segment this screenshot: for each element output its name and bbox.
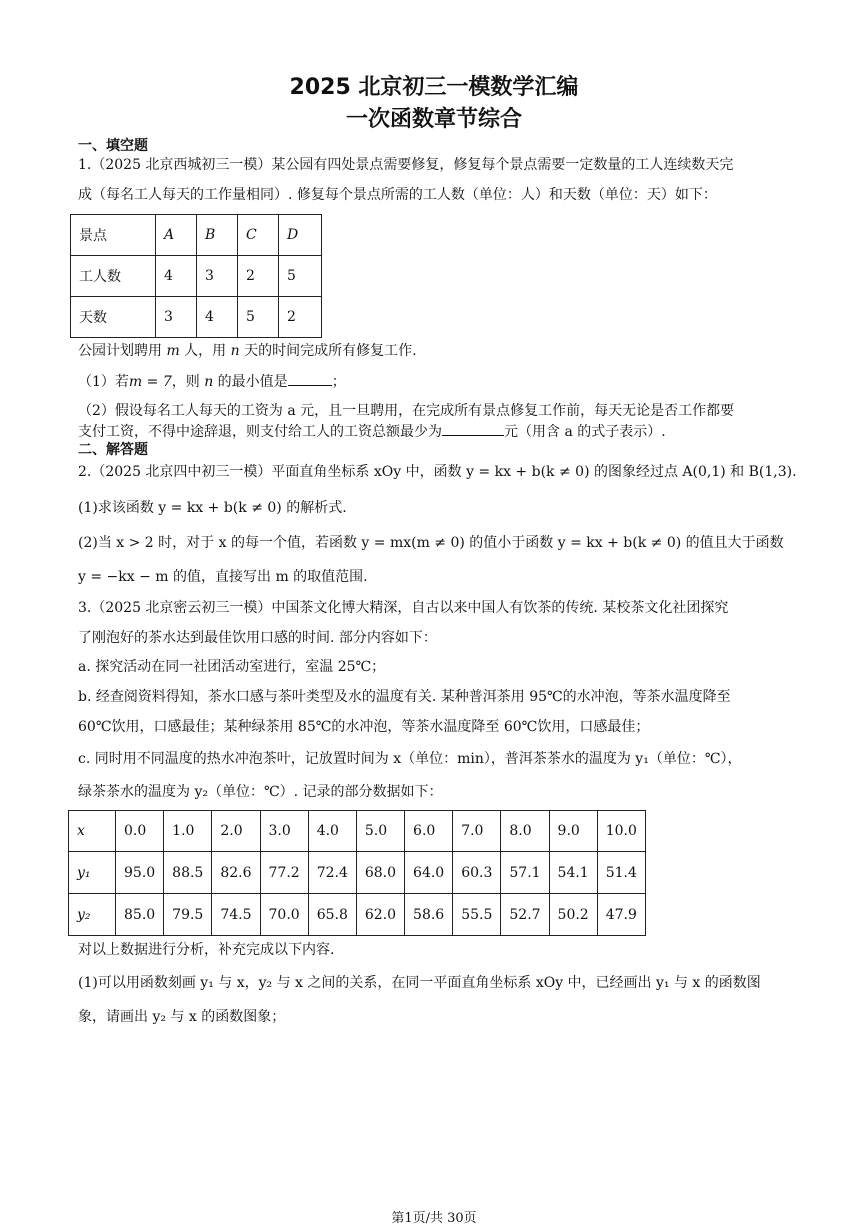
table-cell: 3 — [156, 297, 197, 338]
table-cell: 6.0 — [405, 811, 453, 852]
table-row — [71, 297, 322, 338]
table-cell: y₂ — [69, 894, 116, 936]
table-cell: 工人数 — [71, 256, 156, 297]
q3-table — [68, 810, 646, 936]
table-cell: 74.5 — [212, 894, 260, 936]
table-cell: 1.0 — [164, 811, 212, 852]
q2-text-line-1: 2.（2025 北京四中初三一模）平面直角坐标系 xOy 中，函数 y = kx + b(k ≠ 0) 的图象经过点 A(0,1) 和 B(1,3). — [78, 464, 797, 480]
q3-text-line-9: (1)可以用函数刻画 y₁ 与 x，y₂ 与 x 之间的关系，在同一平面直角坐标系 xOy 中，已经画出 y₁ 与 x 的函数图 — [78, 975, 761, 991]
section-heading-answer: 二、解答题 — [78, 442, 148, 458]
table-cell: 70.0 — [260, 894, 308, 936]
q3-text-line-1: 3.（2025 北京密云初三一模）中国茶文化博大精深，自古以来中国人有饮茶的传统. 某校茶文化社团探究 — [78, 600, 729, 616]
q3-text-line-7: 绿茶茶水的温度为 y₂（单位：℃）. 记录的部分数据如下： — [78, 784, 443, 800]
q3-text-line-8: 对以上数据进行分析，补充完成以下内容. — [78, 942, 335, 958]
table-cell: 5 — [279, 256, 322, 297]
answer-blank[interactable] — [288, 371, 332, 386]
table-cell: 55.5 — [453, 894, 501, 936]
q1-table — [70, 214, 322, 338]
table-row — [69, 852, 646, 894]
q3-text-line-6: c. 同时用不同温度的热水冲泡茶叶，记放置时间为 x（单位：min），普洱茶茶水的温度为 y₁（单位：℃）， — [78, 751, 742, 767]
q1-part2-line-2 — [78, 421, 798, 442]
q2-text-line-3: (2)当 x > 2 时，对于 x 的每一个值，若函数 y = mx(m ≠ 0) 的值小于函数 y = kx + b(k ≠ 0) 的值且大于函数 — [78, 535, 784, 551]
math-var: m — [166, 343, 180, 359]
table-cell: 64.0 — [405, 852, 453, 894]
q1-text-line-2: 成（每名工人每天的工作量相同）. 修复每个景点所需的工人数（单位：人）和天数（单位：天）如下： — [78, 187, 717, 203]
section-heading-fill-in: 一、填空题 — [78, 138, 148, 154]
table-row — [71, 215, 322, 256]
table-cell: 2 — [279, 297, 322, 338]
table-cell: 52.7 — [501, 894, 549, 936]
math-var: n — [230, 343, 240, 359]
table-cell: 72.4 — [308, 852, 356, 894]
q1-part1 — [78, 371, 798, 392]
document-subtitle: 一次函数章节综合 — [345, 107, 522, 132]
table-cell: 58.6 — [405, 894, 453, 936]
q3-text-line-2: 了刚泡好的茶水达到最佳饮用口感的时间. 部分内容如下： — [78, 630, 437, 646]
text-run: 的最小值是 — [213, 374, 288, 390]
table-cell: 88.5 — [164, 852, 212, 894]
document-title: 2025 北京初三一模数学汇编 — [289, 75, 579, 100]
q3-text-line-4: b. 经查阅资料得知，茶水口感与茶叶类型及水的温度有关. 某种普洱茶用 95℃的水冲泡，等茶水温度降至 — [78, 689, 731, 705]
text-run: 支付工资，不得中途辞退，则支付给工人的工资总额最少为 — [78, 424, 442, 440]
q3-text-line-10: 象，请画出 y₂ 与 x 的函数图象； — [78, 1009, 286, 1025]
table-cell: 2.0 — [212, 811, 260, 852]
text-run: ； — [331, 374, 346, 390]
table-cell: 景点 — [71, 215, 156, 256]
page-footer: 第1页/共 30页 — [391, 1211, 477, 1226]
table-cell: 60.3 — [453, 852, 501, 894]
q1-part2-line-1: （2）假设每名工人每天的工资为 a 元，且一旦聘用，在完成所有景点修复工作前，每天无论是否工作都要 — [78, 403, 735, 419]
table-cell: 2 — [238, 256, 279, 297]
table-cell: x — [69, 811, 116, 852]
text-run: 公园计划聘用 — [78, 343, 167, 359]
text-run: 人，用 — [179, 343, 231, 359]
table-cell: 82.6 — [212, 852, 260, 894]
q2-text-line-2: (1)求该函数 y = kx + b(k ≠ 0) 的解析式. — [78, 500, 347, 516]
table-cell: 9.0 — [549, 811, 597, 852]
table-cell: C — [238, 215, 279, 256]
table-cell: y₁ — [69, 852, 116, 894]
q1-plan-text — [78, 341, 798, 361]
q3-text-line-5: 60℃饮用，口感最佳；某种绿茶用 85℃的水冲泡，等茶水温度降至 60℃饮用，口感最佳； — [78, 719, 650, 735]
table-cell: 68.0 — [356, 852, 404, 894]
math-expr: m = 7 — [128, 374, 172, 390]
table-cell: B — [197, 215, 238, 256]
table-cell: 57.1 — [501, 852, 549, 894]
table-cell: D — [279, 215, 322, 256]
table-cell: 0.0 — [116, 811, 164, 852]
table-cell: 3.0 — [260, 811, 308, 852]
math-var: n — [204, 374, 214, 390]
table-cell: 5.0 — [356, 811, 404, 852]
table-row — [69, 811, 646, 852]
table-cell: 85.0 — [116, 894, 164, 936]
table-cell: 5 — [238, 297, 279, 338]
table-cell: 79.5 — [164, 894, 212, 936]
text-run: ，则 — [171, 374, 205, 390]
table-cell: 4 — [197, 297, 238, 338]
table-cell: 3 — [197, 256, 238, 297]
table-cell: 天数 — [71, 297, 156, 338]
table-row — [69, 894, 646, 936]
table-cell: A — [156, 215, 197, 256]
q3-text-line-3: a. 探究活动在同一社团活动室进行，室温 25℃； — [78, 659, 386, 675]
q2-text-line-4: y = −kx − m 的值，直接写出 m 的取值范围. — [78, 569, 368, 585]
table-cell: 4 — [156, 256, 197, 297]
table-cell: 8.0 — [501, 811, 549, 852]
table-cell: 4.0 — [308, 811, 356, 852]
text-run: 元（用含 a 的式子表示）. — [504, 424, 666, 440]
table-cell: 65.8 — [308, 894, 356, 936]
table-cell: 10.0 — [597, 811, 645, 852]
table-cell: 54.1 — [549, 852, 597, 894]
text-run: （1）若 — [78, 374, 129, 390]
table-cell: 51.4 — [597, 852, 645, 894]
q1-text-line-1: 1.（2025 北京西城初三一模）某公园有四处景点需要修复，修复每个景点需要一定数量的工人连续数天完 — [78, 157, 734, 173]
answer-blank[interactable] — [442, 421, 504, 436]
table-cell: 50.2 — [549, 894, 597, 936]
table-cell: 95.0 — [116, 852, 164, 894]
table-cell: 47.9 — [597, 894, 645, 936]
table-cell: 7.0 — [453, 811, 501, 852]
table-row — [71, 256, 322, 297]
table-cell: 62.0 — [356, 894, 404, 936]
table-cell: 77.2 — [260, 852, 308, 894]
text-run: 天的时间完成所有修复工作. — [239, 343, 417, 359]
